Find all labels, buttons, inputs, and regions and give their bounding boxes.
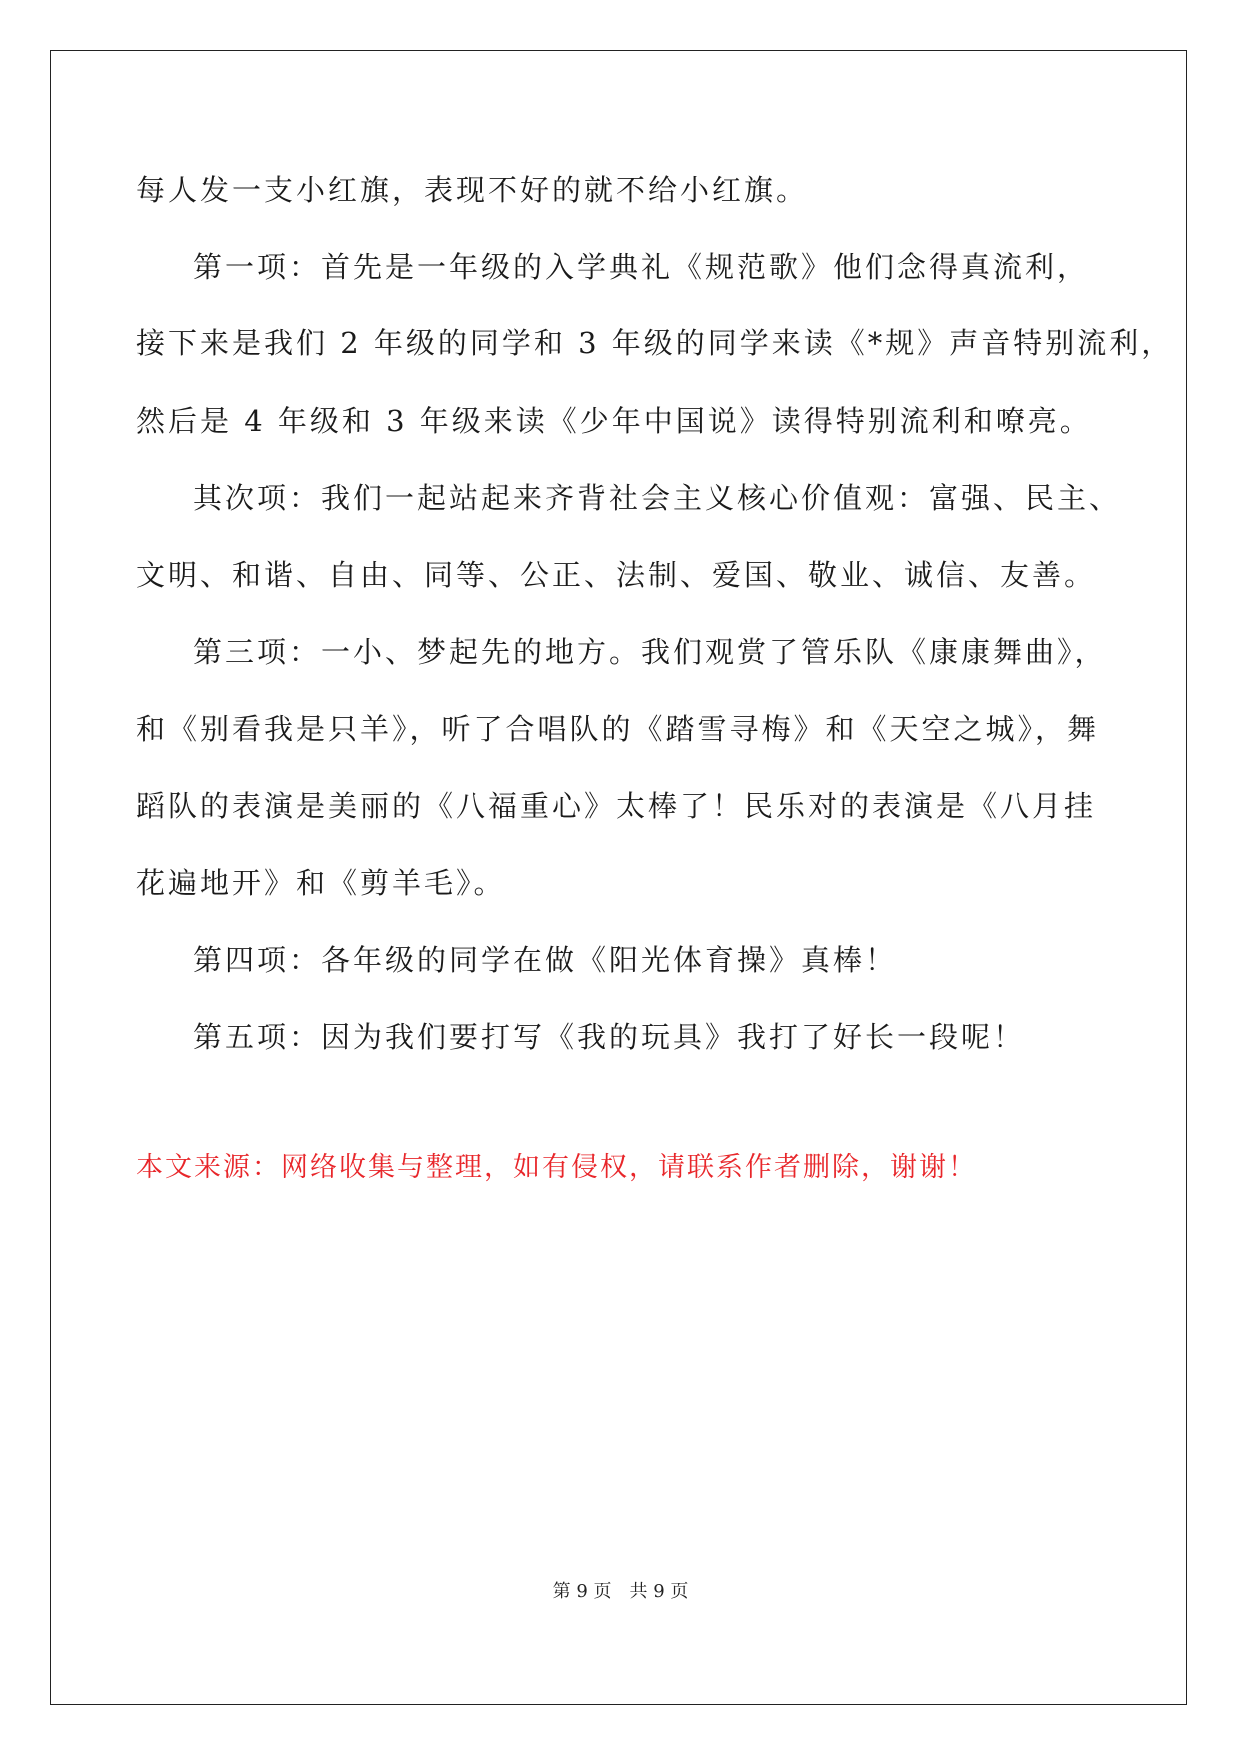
line-3: 接下来是我们 2 年级的同学和 3 年级的同学来读《*规》声音特别流利， [136, 326, 1174, 360]
line-2: 第一项：首先是一年级的入学典礼《规范歌》他们念得真流利， [193, 250, 1090, 284]
line-5: 其次项：我们一起站起来齐背社会主义核心价值观：富强、民主、 [193, 481, 1122, 515]
line-8: 和《别看我是只羊》，听了合唱队的《踏雪寻梅》和《天空之城》，舞 [136, 712, 1100, 746]
line-6: 文明、和谐、自由、同等、公正、法制、爱国、敬业、诚信、友善。 [136, 558, 1097, 592]
line-4: 然后是 4 年级和 3 年级来读《少年中国说》读得特别流利和嘹亮。 [136, 404, 1092, 438]
line-9: 蹈队的表演是美丽的《八福重心》太棒了！民乐对的表演是《八月挂 [136, 789, 1097, 823]
document-page [50, 50, 1187, 1705]
line-7: 第三项：一小、梦起先的地方。我们观赏了管乐队《康康舞曲》， [193, 635, 1107, 669]
page-footer: 第 9 页 共 9 页 [552, 1581, 689, 1602]
line-1: 每人发一支小红旗，表现不好的就不给小红旗。 [136, 173, 809, 207]
line-12: 第五项：因为我们要打写《我的玩具》我打了好长一段呢！ [193, 1020, 1026, 1054]
line-10: 花遍地开》和《剪羊毛》。 [136, 866, 506, 900]
line-11: 第四项：各年级的同学在做《阳光体育操》真棒！ [193, 943, 898, 977]
source-note: 本文来源：网络收集与整理，如有侵权，请联系作者删除，谢谢！ [136, 1152, 977, 1183]
